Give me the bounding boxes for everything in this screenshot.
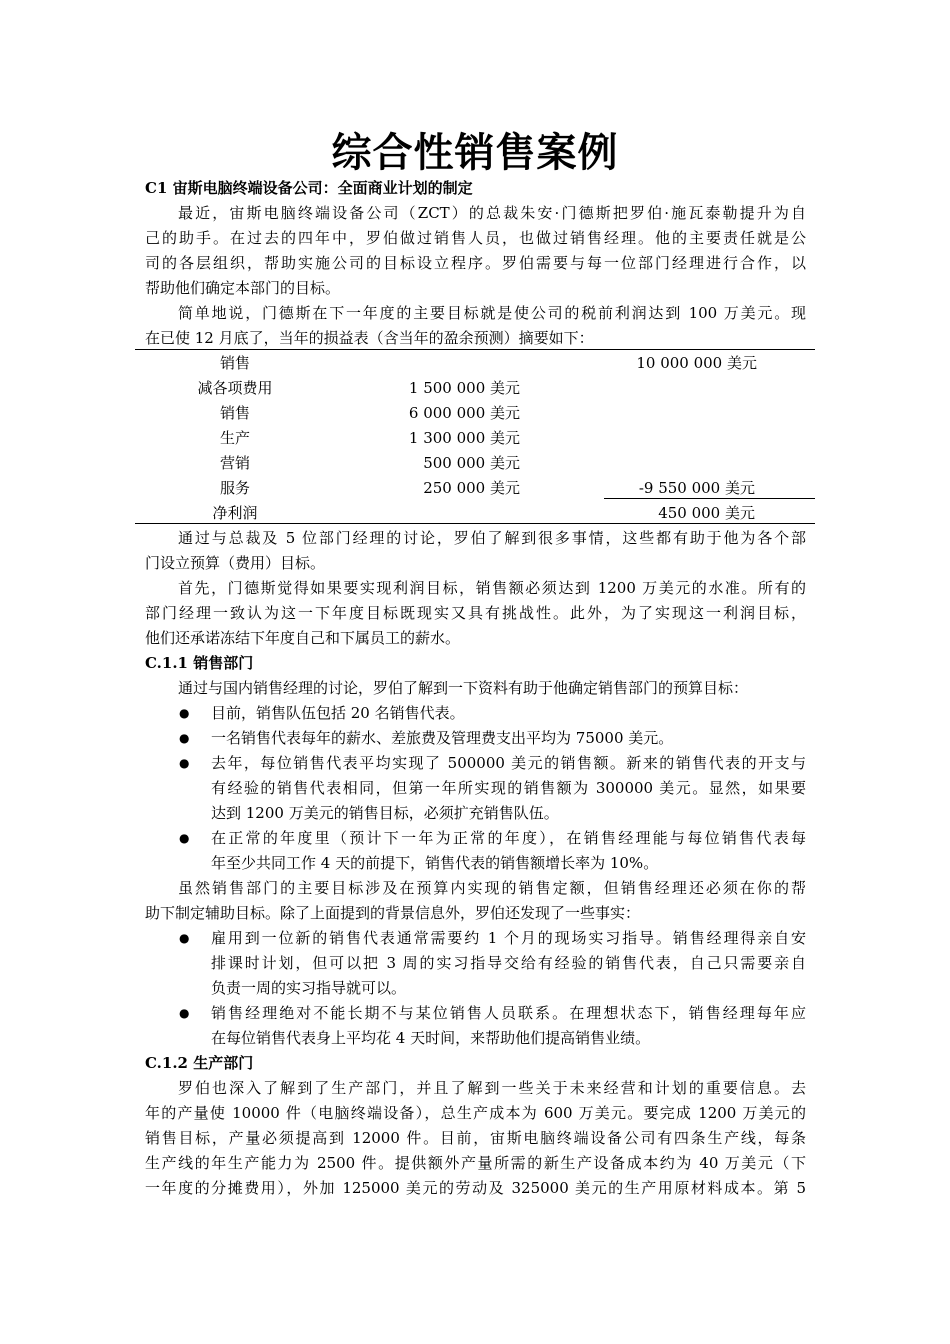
section-heading-c11: C.1.1 销售部门 (145, 654, 254, 672)
section-heading-c1: C1 宙斯电脑终端设备公司：全面商业计划的制定 (145, 179, 473, 197)
bullet-line: 在每位销售代表身上平均花 4 天时间，来帮助他们提高销售业绩。 (211, 1029, 651, 1047)
paragraph-line: 在已使 12 月底了，当年的损益表（含当年的盈余预测）摘要如下： (145, 329, 594, 347)
section-heading-c12: C.1.2 生产部门 (145, 1054, 254, 1072)
paragraph-line: 他们还承诺冻结下年度自己和下属员工的薪水。 (145, 629, 461, 647)
paragraph-line: 罗伯也深入了解到了生产部门，并且了解到一些关于未来经营和计划的重要信息。去 (178, 1079, 806, 1097)
table-label-less-expenses: 减各项费用 (197, 379, 273, 397)
bullet-icon: ● (179, 756, 190, 770)
bullet-line: 年至少共同工作 4 天的前提下，销售代表的销售额增长率为 10%。 (211, 854, 659, 872)
paragraph-line: 部门经理一致认为这一下年度目标既现实又具有挑战性。此外，为了实现这一利润目标， (145, 604, 806, 622)
document-title: 综合性销售案例 (331, 129, 619, 176)
paragraph-line: 一年度的分摊费用），外加 125000 美元的劳动及 325000 美元的生产用原材料成本。第 5 (145, 1179, 806, 1197)
bullet-icon: ● (179, 931, 190, 945)
paragraph-line: 助下制定辅助目标。除了上面提到的背景信息外，罗伯还发现了一些事实： (145, 904, 641, 922)
paragraph-line: 首先，门德斯觉得如果要实现利润目标，销售额必须达到 1200 万美元的水准。所有的 (178, 579, 806, 597)
paragraph-line: 通过与国内销售经理的讨论，罗伯了解到一下资料有助于他确定销售部门的预算目标： (178, 679, 749, 697)
bullet-line: 在正常的年度里（预计下一年为正常的年度），在销售经理能与每位销售代表每 (211, 829, 806, 847)
paragraph-line: 最近，宙斯电脑终端设备公司（ZCT）的总裁朱安·门德斯把罗伯·施瓦泰勒提升为自 (178, 204, 806, 222)
bullet-line: 达到 1200 万美元的销售目标，必须扩充销售队伍。 (211, 804, 559, 822)
bullet-icon: ● (179, 831, 190, 845)
paragraph-line: 司的各层组织，帮助实施公司的目标设立程序。罗伯需要与每一位部门经理进行合作，以 (145, 254, 806, 272)
table-row-label: 销售 (219, 404, 250, 422)
bullet-line: 负责一周的实习指导就可以。 (211, 979, 407, 997)
table-label-net-profit: 净利润 (212, 504, 258, 522)
bullet-icon: ● (179, 706, 190, 720)
table-row-value: 6 000 000 美元 (408, 404, 520, 422)
table-bottom-rule (135, 523, 815, 524)
table-row-label: 生产 (219, 429, 250, 447)
table-row-value: 500 000 美元 (423, 454, 520, 472)
paragraph-line: 销售目标，产量必须提高到 12000 件。目前，宙斯电脑终端设备公司有四条生产线，每条 (145, 1129, 806, 1147)
table-net-profit-value: 450 000 美元 (658, 504, 755, 522)
subtotal-rule (604, 498, 815, 499)
bullet-icon: ● (179, 1006, 190, 1020)
bullet-line: 排课时计划，但可以把 3 周的实习指导交给有经验的销售代表，自己只需要亲自 (211, 954, 806, 972)
paragraph-line: 己的助手。在过去的四年中，罗伯做过销售人员，也做过销售经理。他的主要责任就是公 (145, 229, 806, 247)
paragraph-line: 帮助他们确定本部门的目标。 (145, 279, 341, 297)
bullet-line: 有经验的销售代表相同，但第一年所实现的销售额为 300000 美元。显然，如果要 (211, 779, 806, 797)
bullet-line: 销售经理绝对不能长期不与某位销售人员联系。在理想状态下，销售经理每年应 (211, 1004, 806, 1022)
table-top-rule (135, 349, 815, 350)
bullet-line: 雇用到一位新的销售代表通常需要约 1 个月的现场实习指导。销售经理得亲自安 (211, 929, 806, 947)
table-row-label: 服务 (219, 479, 250, 497)
paragraph-line: 年的产量使 10000 件（电脑终端设备），总生产成本为 600 万美元。要完成 1200 万美元的 (145, 1104, 806, 1122)
table-row-label: 营销 (219, 454, 250, 472)
table-value-less-expenses: 1 500 000 美元 (408, 379, 520, 397)
paragraph-line: 简单地说，门德斯在下一年度的主要目标就是使公司的税前利润达到 100 万美元。现 (178, 304, 806, 322)
table-label-sales: 销售 (219, 354, 250, 372)
paragraph-line: 生产线的年生产能力为 2500 件。提供额外产量所需的新生产设备成本约为 40 万美元（下 (145, 1154, 806, 1172)
paragraph-line: 通过与总裁及 5 位部门经理的讨论，罗伯了解到很多事情，这些都有助于他为各个部 (178, 529, 806, 547)
table-row-value: 250 000 美元 (423, 479, 520, 497)
table-sales-total: 10 000 000 美元 (636, 354, 757, 372)
bullet-line: 目前，销售队伍包括 20 名销售代表。 (211, 704, 465, 722)
table-row-value: 1 300 000 美元 (408, 429, 520, 447)
bullet-icon: ● (179, 731, 190, 745)
bullet-line: 一名销售代表每年的薪水、差旅费及管理费支出平均为 75000 美元。 (211, 729, 674, 747)
bullet-line: 去年，每位销售代表平均实现了 500000 美元的销售额。新来的销售代表的开支与 (211, 754, 806, 772)
paragraph-line: 门设立预算（费用）目标。 (145, 554, 326, 572)
paragraph-line: 虽然销售部门的主要目标涉及在预算内实现的销售定额，但销售经理还必须在你的帮 (178, 879, 806, 897)
table-expense-total: -9 550 000 美元 (638, 479, 755, 497)
